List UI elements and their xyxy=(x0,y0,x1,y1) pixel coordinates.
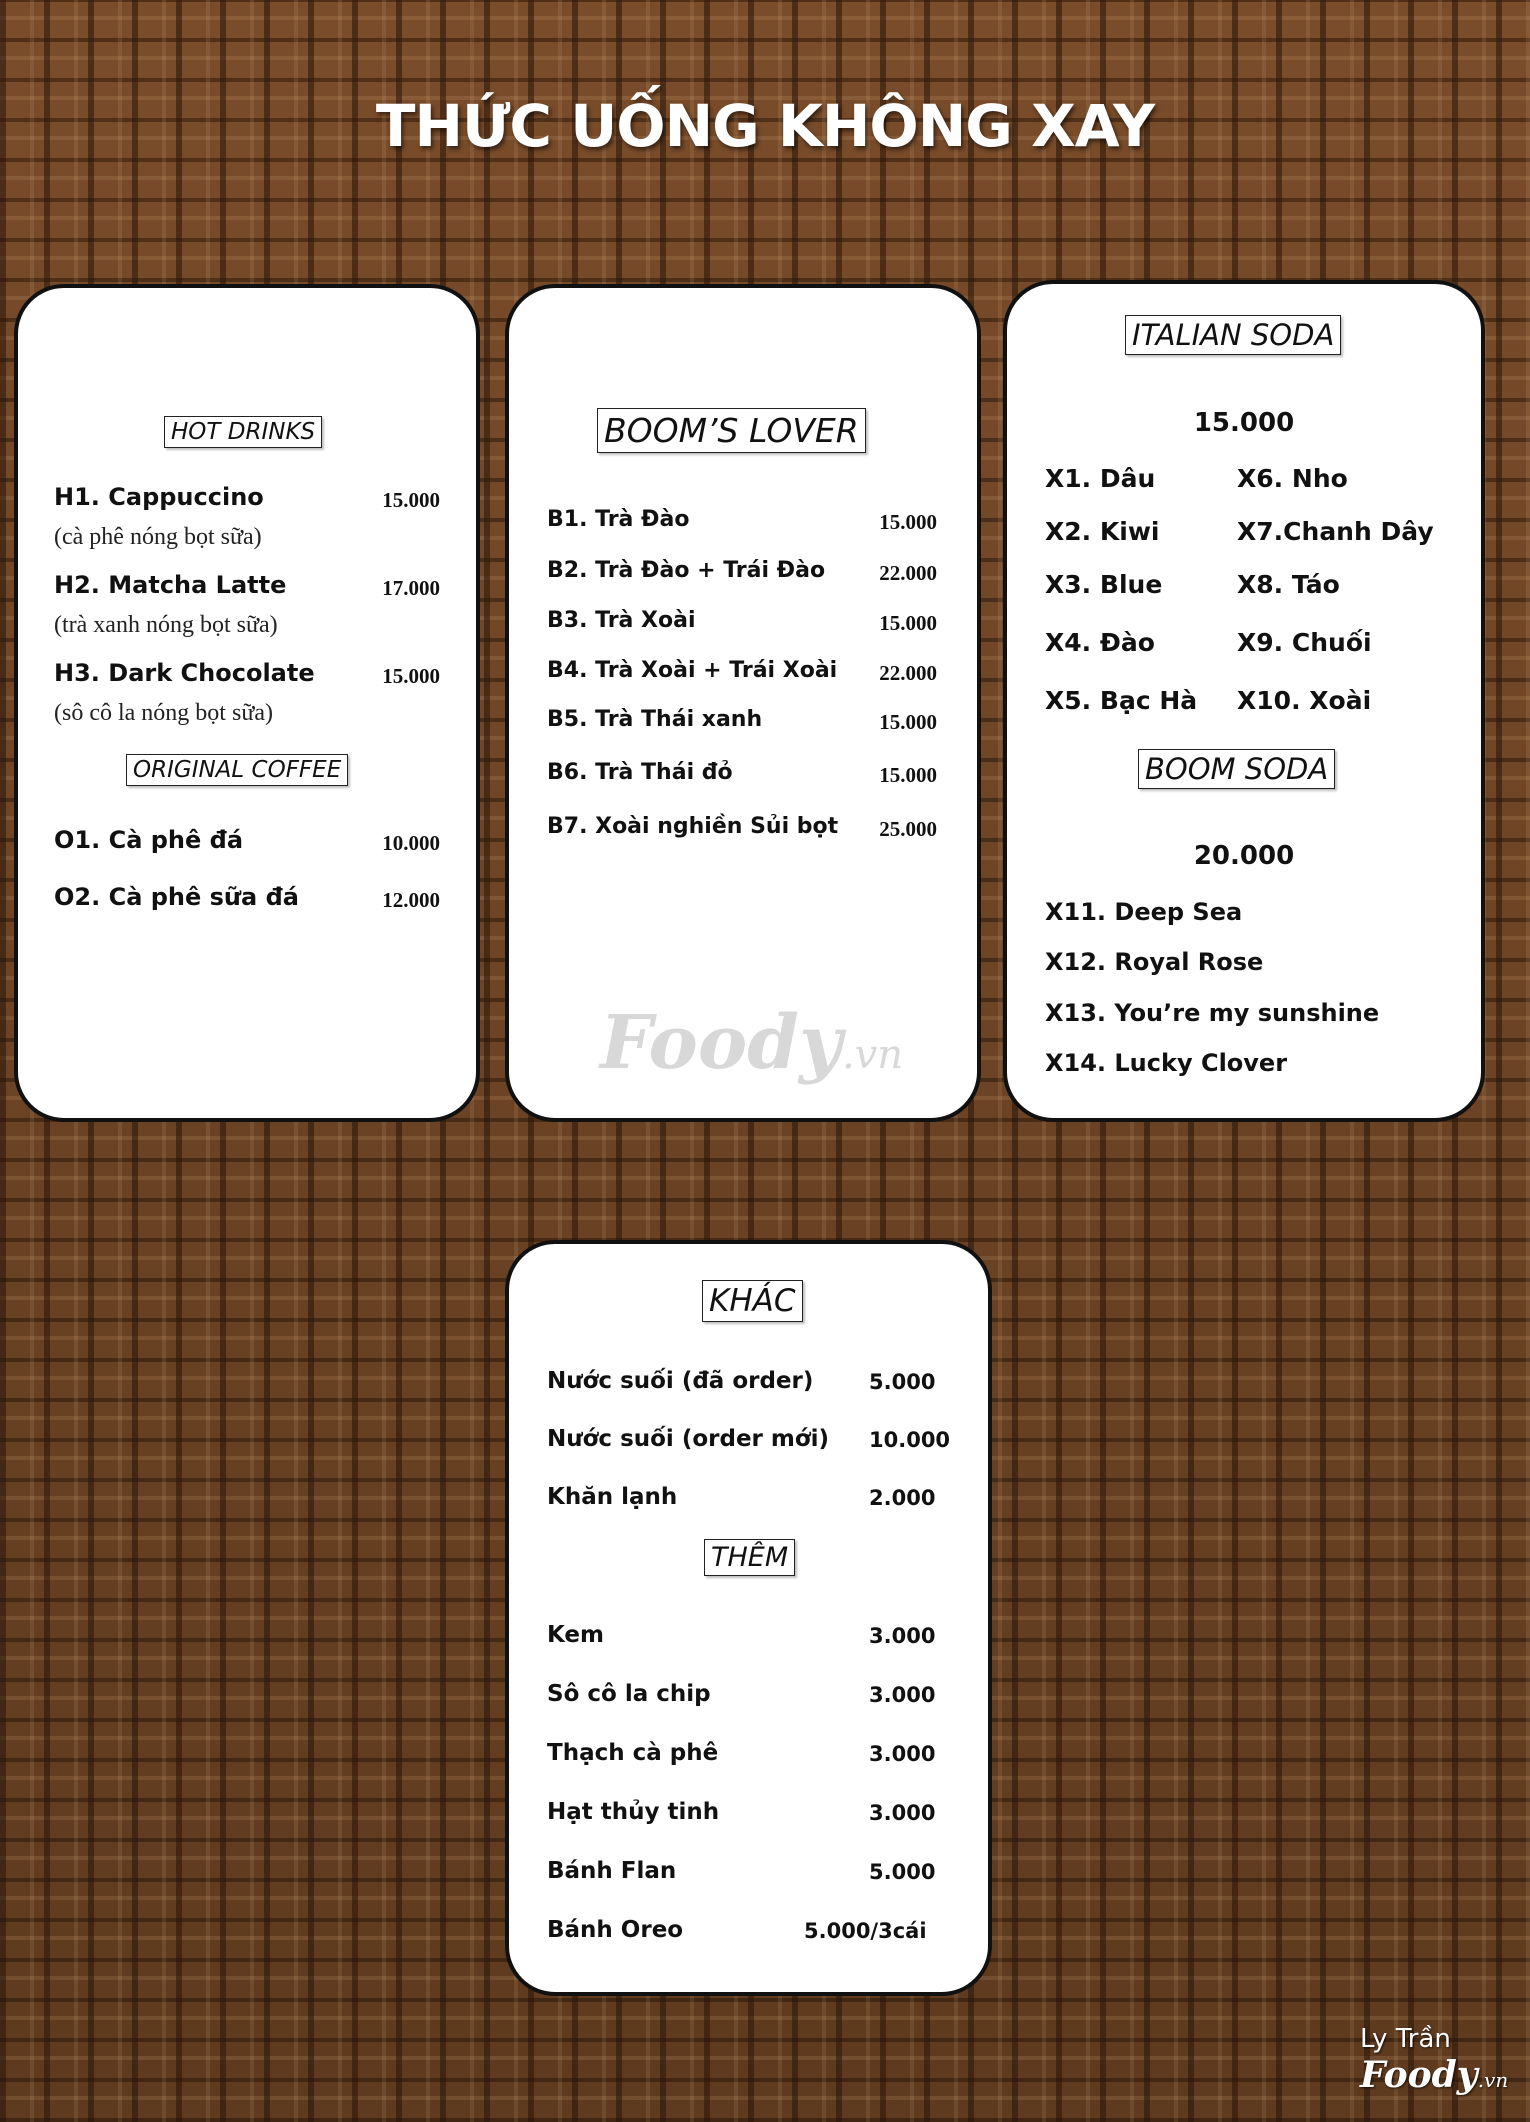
menu-item-name: B2. Trà Đào + Trái Đào xyxy=(547,558,826,583)
menu-item-name: X11. Deep Sea xyxy=(1045,898,1243,926)
menu-item-price: 3.000 xyxy=(869,1801,936,1825)
menu-item-name: X9. Chuối xyxy=(1237,628,1372,657)
menu-item-price: 10.000 xyxy=(382,831,440,855)
menu-item-name: O1. Cà phê đá xyxy=(54,826,244,854)
menu-item-name: B4. Trà Xoài + Trái Xoài xyxy=(547,658,838,683)
menu-item-price: 3.000 xyxy=(869,1624,936,1648)
menu-item-price: 25.000 xyxy=(879,817,937,841)
menu-item-price: 3.000 xyxy=(869,1742,936,1766)
menu-item-name: Sô cô la chip xyxy=(547,1681,711,1707)
menu-item-name: X14. Lucky Clover xyxy=(1045,1049,1288,1077)
page-title: THỨC UỐNG KHÔNG XAY xyxy=(375,92,1155,160)
section-title-them: THÊM xyxy=(704,1539,795,1576)
menu-card-booms-lover xyxy=(505,284,981,1122)
menu-item-price: 22.000 xyxy=(879,661,937,685)
section-title-italian-soda: ITALIAN SODA xyxy=(1125,315,1341,355)
menu-item-name: O2. Cà phê sữa đá xyxy=(54,883,299,911)
menu-item-name: X7.Chanh Dây xyxy=(1237,517,1434,546)
menu-item-name: H2. Matcha Latte xyxy=(54,571,287,599)
menu-item-name: B7. Xoài nghiền Sủi bọt xyxy=(547,814,839,839)
menu-item-name: Hạt thủy tinh xyxy=(547,1799,720,1825)
menu-item-name: X10. Xoài xyxy=(1237,686,1372,715)
menu-card-khac xyxy=(505,1240,992,1996)
menu-item-price: 5.000/3cái xyxy=(804,1919,927,1943)
menu-item-name: X12. Royal Rose xyxy=(1045,948,1264,976)
menu-item-name: Khăn lạnh xyxy=(547,1484,678,1510)
section-price: 15.000 xyxy=(1193,408,1295,438)
menu-item-description: (cà phê nóng bọt sữa) xyxy=(54,524,262,550)
menu-item-name: H3. Dark Chocolate xyxy=(54,659,315,687)
section-title-original-coffee: ORIGINAL COFFEE xyxy=(126,754,348,786)
menu-item-price: 15.000 xyxy=(879,710,937,734)
menu-item-name: X1. Dâu xyxy=(1045,464,1156,493)
menu-item-price: 15.000 xyxy=(879,611,937,635)
menu-item-description: (trà xanh nóng bọt sữa) xyxy=(54,612,278,638)
menu-item-name: H1. Cappuccino xyxy=(54,483,264,511)
menu-item-price: 17.000 xyxy=(382,576,440,600)
foody-logo: Foody.vn xyxy=(1360,2054,1509,2096)
menu-item-price: 15.000 xyxy=(879,510,937,534)
photo-credit-author: Ly Trần xyxy=(1360,2024,1451,2054)
menu-item-name: B5. Trà Thái xanh xyxy=(547,707,763,732)
menu-item-name: Kem xyxy=(547,1622,604,1648)
menu-item-name: X2. Kiwi xyxy=(1045,517,1160,546)
menu-item-name: B6. Trà Thái đỏ xyxy=(547,760,733,785)
menu-item-name: X4. Đào xyxy=(1045,628,1155,657)
menu-item-name: X6. Nho xyxy=(1237,464,1348,493)
section-title-hot-drinks: HOT DRINKS xyxy=(164,416,322,448)
menu-card-italian-soda xyxy=(1003,280,1485,1122)
menu-item-price: 5.000 xyxy=(869,1370,936,1394)
menu-item-price: 15.000 xyxy=(382,664,440,688)
menu-item-name: Bánh Flan xyxy=(547,1858,677,1884)
section-title-boom-soda: BOOM SODA xyxy=(1138,749,1335,789)
menu-item-name: X13. You’re my sunshine xyxy=(1045,999,1380,1027)
menu-item-name: B1. Trà Đào xyxy=(547,507,690,532)
menu-item-price: 2.000 xyxy=(869,1486,936,1510)
section-price: 20.000 xyxy=(1193,841,1295,871)
section-title-booms-lover: BOOM’S LOVER xyxy=(597,408,866,453)
menu-item-name: Nước suối (order mới) xyxy=(547,1426,830,1452)
menu-item-name: X5. Bạc Hà xyxy=(1045,686,1198,715)
section-title-khac: KHÁC xyxy=(702,1280,803,1322)
menu-item-name: Thạch cà phê xyxy=(547,1740,719,1766)
menu-item-price: 5.000 xyxy=(869,1860,936,1884)
menu-item-price: 10.000 xyxy=(869,1428,951,1452)
menu-item-price: 3.000 xyxy=(869,1683,936,1707)
menu-item-price: 15.000 xyxy=(879,763,937,787)
menu-card-hot-drinks xyxy=(14,284,480,1122)
menu-item-price: 15.000 xyxy=(382,488,440,512)
menu-item-description: (sô cô la nóng bọt sữa) xyxy=(54,700,273,726)
menu-item-price: 12.000 xyxy=(382,888,440,912)
menu-item-name: X8. Táo xyxy=(1237,570,1340,599)
menu-item-name: Bánh Oreo xyxy=(547,1917,684,1943)
menu-item-name: X3. Blue xyxy=(1045,570,1163,599)
foody-watermark: Foody.vn xyxy=(600,1000,904,1086)
menu-item-name: B3. Trà Xoài xyxy=(547,608,696,633)
menu-item-name: Nước suối (đã order) xyxy=(547,1368,814,1394)
menu-item-price: 22.000 xyxy=(879,561,937,585)
